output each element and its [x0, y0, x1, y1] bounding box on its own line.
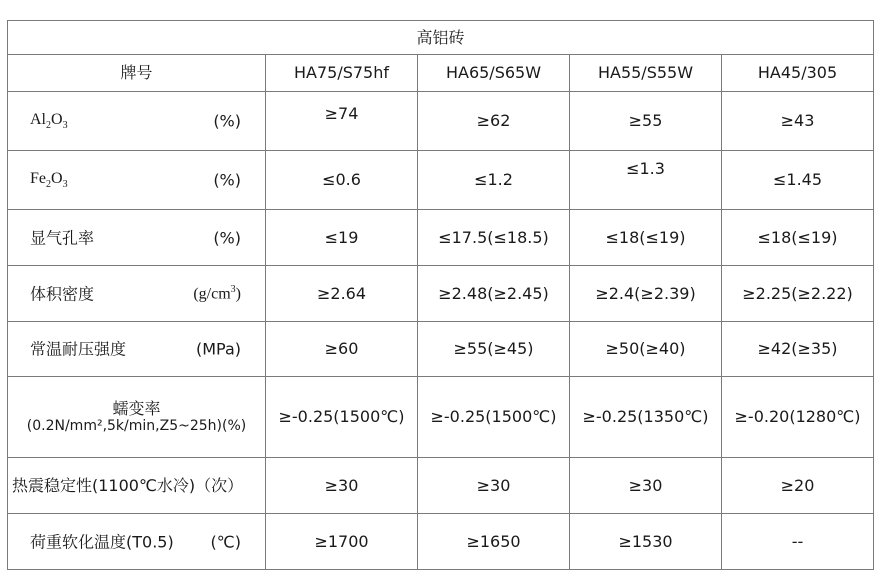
table-cell: ≥1530: [570, 514, 722, 570]
property-unit: (%): [213, 227, 241, 247]
property-name: 显气孔率: [30, 227, 95, 247]
table-row: [8, 377, 874, 458]
row-label: [8, 92, 266, 151]
property-condition: (0.2N/mm²,5k/min,Z5~25h)(%): [26, 418, 247, 435]
table-cell: --: [722, 514, 874, 570]
spec-table: [7, 20, 874, 570]
table-cell: ≤19: [266, 210, 418, 266]
table-cell: ≥-0.25(1500℃): [418, 377, 570, 458]
table-cell: ≥50(≥40): [570, 322, 722, 377]
table-cell: ≥60: [266, 322, 418, 377]
row-label: [8, 514, 266, 570]
table-cell: ≤1.2: [418, 151, 570, 210]
row-label: [8, 322, 266, 377]
table-cell: ≥2.48(≥2.45): [418, 266, 570, 322]
table-row: [8, 210, 874, 266]
property-unit: (%): [213, 170, 241, 190]
table-cell: ≤1.3: [570, 151, 722, 210]
table-row: [8, 151, 874, 210]
table-cell: ≤0.6: [266, 151, 418, 210]
table-cell: ≥30: [570, 458, 722, 514]
table-cell: ≥55: [570, 92, 722, 151]
grade-header-label: 牌号: [8, 55, 266, 92]
table-cell: ≥20: [722, 458, 874, 514]
table-cell: ≥-0.20(1280℃): [722, 377, 874, 458]
row-label: 热震稳定性(1100℃水冷)（次）: [8, 458, 266, 514]
table-cell: ≥74: [266, 92, 418, 151]
table-cell: ≥2.64: [266, 266, 418, 322]
property-name: 常温耐压强度: [30, 339, 127, 359]
table-cell: ≥43: [722, 92, 874, 151]
property-name: $Al_2O_3$: [30, 110, 68, 132]
table-cell: ≥62: [418, 92, 570, 151]
table-cell: ≤17.5(≤18.5): [418, 210, 570, 266]
table-cell: ≤18(≤19): [570, 210, 722, 266]
table-row: [8, 266, 874, 322]
property-unit: (%): [221, 418, 247, 435]
property-name: 荷重软化温度(T0.5): [30, 531, 174, 551]
grade-header: HA45/305: [722, 55, 874, 92]
table-cell: ≥1650: [418, 514, 570, 570]
row-label: [8, 377, 266, 458]
table-row: [8, 514, 874, 570]
property-unit: (℃): [210, 531, 241, 551]
table-row: [8, 458, 874, 514]
table-row: [8, 322, 874, 377]
property-unit: $(g/cm^3)$: [193, 283, 241, 303]
table-cell: ≥55(≥45): [418, 322, 570, 377]
table-cell: ≥1700: [266, 514, 418, 570]
property-unit: (MPa): [195, 339, 241, 359]
property-name: 体积密度: [30, 283, 95, 303]
table-cell: ≥-0.25(1500℃): [266, 377, 418, 458]
grade-header: HA75/S75hf: [266, 55, 418, 92]
row-label: [8, 151, 266, 210]
property-name: $Fe_2O_3$: [30, 169, 68, 191]
table-cell: ≥30: [266, 458, 418, 514]
table-cell: ≤1.45: [722, 151, 874, 210]
table-title: 高铝砖: [8, 21, 874, 55]
table-cell: ≥-0.25(1350℃): [570, 377, 722, 458]
grade-header: HA55/S55W: [570, 55, 722, 92]
row-label: [8, 266, 266, 322]
grade-header: HA65/S65W: [418, 55, 570, 92]
property-unit: (%): [213, 111, 241, 131]
table-cell: ≥2.25(≥2.22): [722, 266, 874, 322]
table-cell: ≥42(≥35): [722, 322, 874, 377]
table-cell: ≤18(≤19): [722, 210, 874, 266]
table-row: [8, 92, 874, 151]
property-name: 蠕变率: [112, 399, 161, 418]
table-cell: ≥2.4(≥2.39): [570, 266, 722, 322]
table-cell: ≥30: [418, 458, 570, 514]
row-label: [8, 210, 266, 266]
